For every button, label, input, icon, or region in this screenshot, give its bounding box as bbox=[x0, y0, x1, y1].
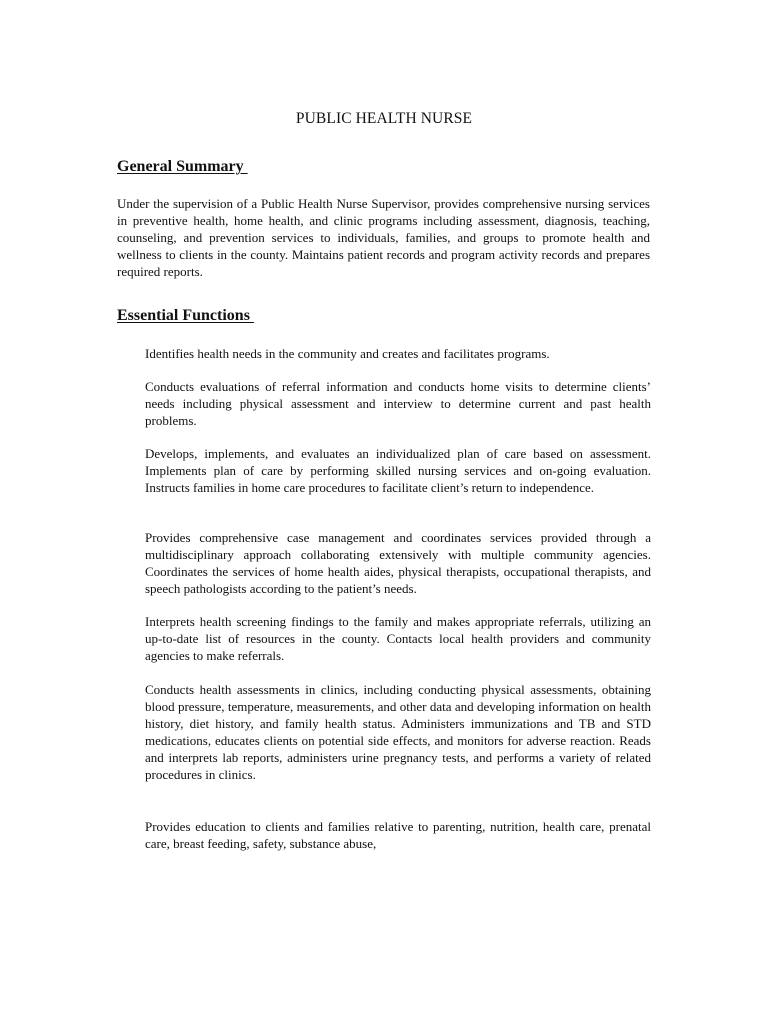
general-summary-heading: General Summary bbox=[117, 158, 248, 175]
essential-function-item: Identifies health needs in the community and creates and facilitates programs. bbox=[145, 346, 550, 361]
page-title: PUBLIC HEALTH NURSE bbox=[295, 110, 473, 127]
essential-function-item: Conducts health assessments in clinics, including conducting physical assessments, obtaining blood pressure, temperature, measurements, and other data and developing information on health history, diet history, and family health status. Administers immunizations and TB and STD medications, educates clients on potential side effects, and monitors for adverse reaction. Reads and interprets lab reports, administers urine pregnancy tests, and performs a variety of related procedures in clinics. bbox=[145, 682, 651, 782]
essential-function-item: Conducts evaluations of referral information and conducts home visits to determine clients’ needs including physical assessment and interview to determine current and past health problems. bbox=[145, 379, 651, 428]
essential-function-item: Interprets health screening findings to the family and makes appropriate referrals, utilizing an up-to-date list of resources in the county. Contacts local health providers and community agencies to make referrals. bbox=[145, 614, 651, 663]
essential-functions-heading: Essential Functions bbox=[117, 307, 254, 324]
essential-function-item: Provides education to clients and families relative to parenting, nutrition, health care, prenatal care, breast feeding, safety, substance abuse, bbox=[145, 819, 651, 851]
essential-function-item: Provides comprehensive case management and coordinates services provided through a multidisciplinary approach collaborating extensively with multiple community agencies. Coordinates the services of home health aides, physical therapists, occupational therapists, and speech pathologists according to the patient’s needs. bbox=[145, 530, 651, 596]
essential-function-item: Develops, implements, and evaluates an individualized plan of care based on assessment. Implements plan of care by performing skilled nursing services and on-going evaluation. Instructs families in home care procedures to facilitate client’s return to independence. bbox=[145, 446, 651, 495]
general-summary-text: Under the supervision of a Public Health Nurse Supervisor, provides comprehensive nursing services in preventive health, home health, and clinic programs including assessment, diagnosis, teaching, counseling, and prevention services to individuals, families, and groups to promote health and wellness to clients in the county. Maintains patient records and program activity records and prepares required reports. bbox=[117, 196, 650, 279]
